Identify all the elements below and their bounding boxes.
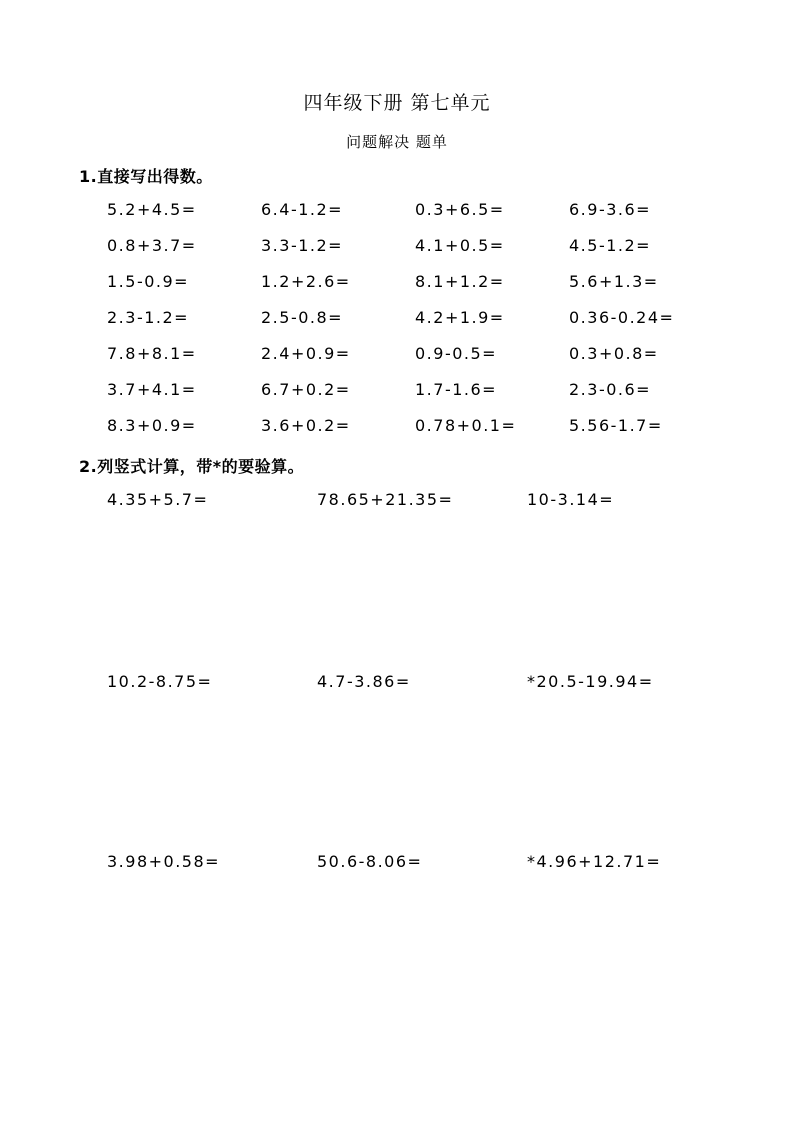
arithmetic-problem: 2.3-0.6=: [569, 380, 652, 399]
arithmetic-problem: 3.6+0.2=: [261, 416, 351, 435]
column-calculation-problem: 4.35+5.7=: [107, 490, 209, 509]
column-calculation-problem: 78.65+21.35=: [317, 490, 454, 509]
column-calculation-problem: 50.6-8.06=: [317, 852, 423, 871]
arithmetic-problem: 6.9-3.6=: [569, 200, 652, 219]
section-1-heading: 1.直接写出得数。: [79, 167, 213, 186]
arithmetic-problem: 8.1+1.2=: [415, 272, 505, 291]
arithmetic-problem: 4.1+0.5=: [415, 236, 505, 255]
arithmetic-problem: 0.3+0.8=: [569, 344, 659, 363]
arithmetic-problem: 7.8+8.1=: [107, 344, 197, 363]
arithmetic-problem: 1.2+2.6=: [261, 272, 351, 291]
section-2-heading: 2.列竖式计算，带*的要验算。: [79, 457, 305, 476]
arithmetic-problem: 5.2+4.5=: [107, 200, 197, 219]
arithmetic-problem: 8.3+0.9=: [107, 416, 197, 435]
arithmetic-problem: 0.36-0.24=: [569, 308, 675, 327]
arithmetic-problem: 6.4-1.2=: [261, 200, 344, 219]
arithmetic-problem: 3.7+4.1=: [107, 380, 197, 399]
arithmetic-problem: 0.3+6.5=: [415, 200, 505, 219]
column-calculation-problem: 10.2-8.75=: [107, 672, 213, 691]
page-subtitle: 问题解决 题单: [346, 133, 448, 151]
arithmetic-problem: 2.4+0.9=: [261, 344, 351, 363]
column-calculation-problem: 4.7-3.86=: [317, 672, 411, 691]
arithmetic-problem: 0.78+0.1=: [415, 416, 517, 435]
column-calculation-problem: *4.96+12.71=: [527, 852, 662, 871]
arithmetic-problem: 5.6+1.3=: [569, 272, 659, 291]
arithmetic-problem: 6.7+0.2=: [261, 380, 351, 399]
column-calculation-problem: 3.98+0.58=: [107, 852, 221, 871]
arithmetic-problem: 4.2+1.9=: [415, 308, 505, 327]
arithmetic-problem: 1.7-1.6=: [415, 380, 498, 399]
arithmetic-problem: 0.8+3.7=: [107, 236, 197, 255]
arithmetic-problem: 3.3-1.2=: [261, 236, 344, 255]
arithmetic-problem: 5.56-1.7=: [569, 416, 663, 435]
page-title: 四年级下册 第七单元: [303, 92, 491, 114]
arithmetic-problem: 0.9-0.5=: [415, 344, 498, 363]
arithmetic-problem: 2.5-0.8=: [261, 308, 344, 327]
arithmetic-problem: 2.3-1.2=: [107, 308, 190, 327]
arithmetic-problem: 1.5-0.9=: [107, 272, 190, 291]
column-calculation-problem: *20.5-19.94=: [527, 672, 654, 691]
column-calculation-problem: 10-3.14=: [527, 490, 615, 509]
arithmetic-problem: 4.5-1.2=: [569, 236, 652, 255]
